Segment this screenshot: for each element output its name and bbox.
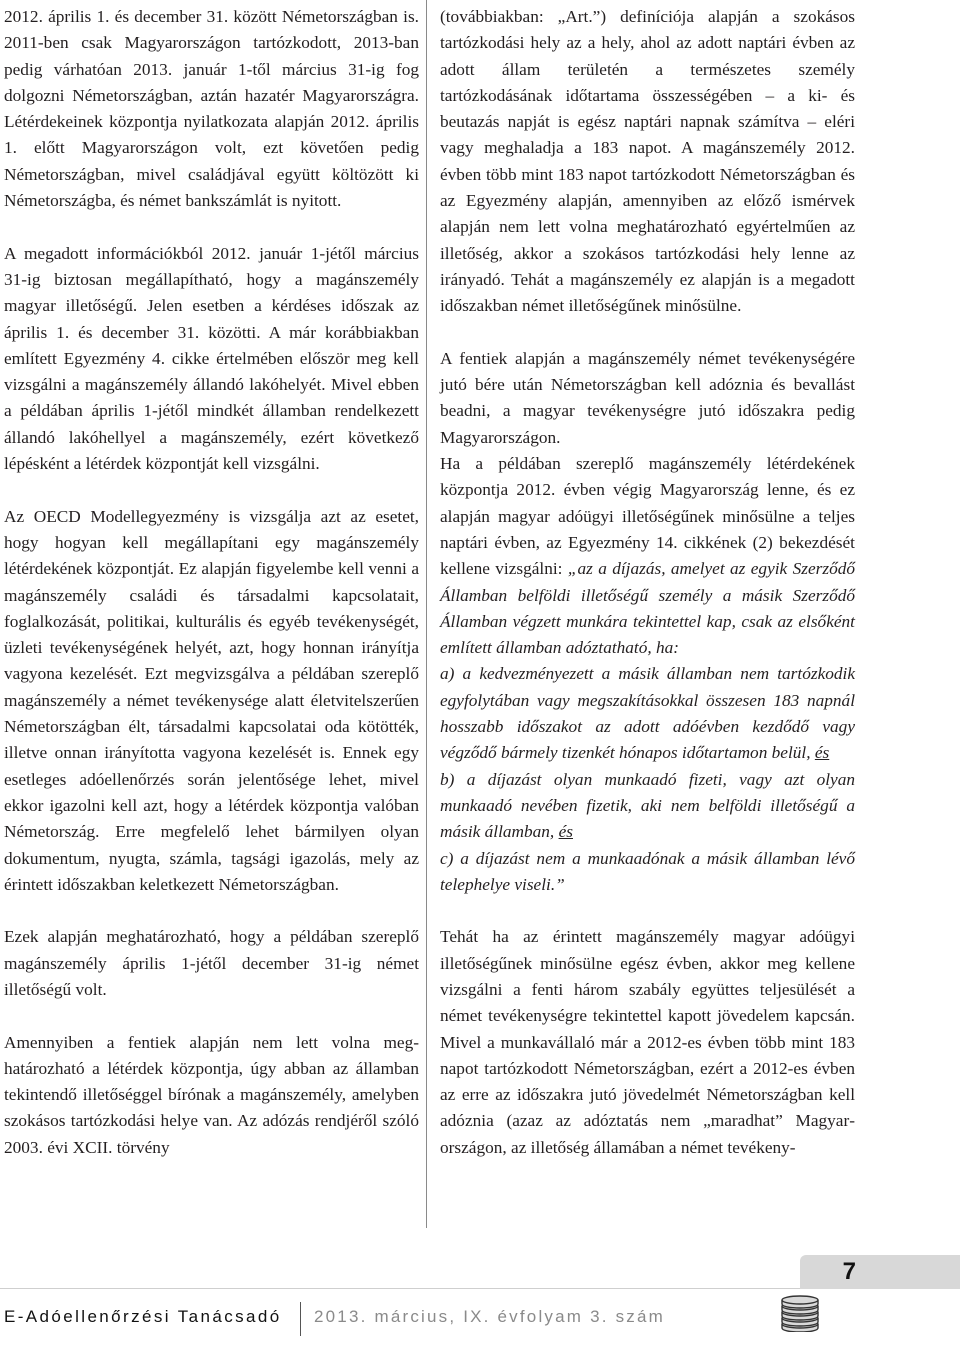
right-paragraph-2: A fentiek alapján a magánszemély német tevékenységére jutó bére után Németországban kell adóznia és bevallást beadni, a magyar tevékenységre jutó időszakra pedig Magyarországon. — [440, 348, 855, 447]
treaty-condition-b: b) a díjazást olyan munkaadó fizeti, vagy azt olyan munkaadó nevében fizetik, aki nem belföldi illetőségű a másik államban, és — [440, 769, 855, 842]
treaty-condition-c: c) a díjazást nem a munkaadónak a másik államban lévő telephelye viseli.” — [440, 848, 855, 894]
left-paragraph-4: Ezek alapján meghatározható, hogy a példában szereplő magánszemély április 1-jétől december 31-ig német illetőségű volt. — [4, 927, 419, 999]
footer-rule — [0, 1288, 800, 1289]
publication-title: E-Adóellenőrzési Tanácsadó — [4, 1307, 282, 1326]
issue-info: 2013. március, IX. évfolyam 3. szám — [314, 1307, 665, 1326]
coin-stack-icon — [778, 1286, 822, 1332]
footer-separator — [300, 1302, 301, 1336]
left-paragraph-5: Amennyiben a fentiek alapján nem lett volna meghatározható a létérdek központja, úgy abban az államban tekintendő illetőséggel bírónak a magánszemély, amelyben szokásos tartózkodási helye van. Az adózás rendjéről szóló 2003. évi XCII. törvény — [4, 1032, 419, 1157]
left-paragraph-1: 2012. április 1. és december 31. között Németországban is. 2011-ben csak Magyarországon tartózkodott, 2013-ban pedig várhatóan 2013. január 1-től március 31-ig fog dolgozni Németországban, aztán hazatér Magyarországra. Létérdekeinek központja nyilatkozata alapján 2012. április 1. előtt Magyarországon volt, ezt követően pedig Németországban, mivel családjával együtt költözött ki Németországba, és német bankszámlát is nyitott. — [4, 7, 419, 211]
right-paragraph-4: Tehát ha az érintett magánszemély magyar adóügyi illetőségűnek minősülne egész évben, akkor meg kellene vizsgálni a fenti három szabály együttes teljesülését a német tevékenységre tekintettel kapott jövedelem kapcsán. Mivel a munkavállaló már a 2012-es évben több mint 183 napot tartózkodott Németországban, ezért a 2012-es évben az erre az időszakra jutó jövedelmét Németországban kell adóznia (azaz az adóztatás nem „maradhat” Magyarországon, az illetőség államában a német tevékeny- — [440, 927, 855, 1157]
column-divider — [426, 0, 427, 1228]
page-number: 7 — [842, 1258, 856, 1285]
right-paragraph-3 — [440, 451, 855, 661]
right-paragraph-1: (továbbiakban: „Art.”) definíciója alapján a szokásos tartózkodási hely az a hely, ahol az adott naptári évben az adott állam területén a természetes személy tartózkodásának időtartama összességében – a ki- és beutazás napját is egész naptári napnak számítva – eléri vagy meghaladja a 183 napot. A magánszemély 2012. évben több mint 183 napot tartózkodott Németországban és az Egyezmény alapján, amennyiben az előző ismérvek alapján nem lett volna meghatározható egyértelműen az illetőség, akkor a szokásos tartózkodási hely lenne az irányadó. Tehát a magánszemély ez alapján is a megadott időszakban német illetőségűnek minősülne. — [440, 7, 855, 316]
treaty-and-1: és — [814, 743, 830, 763]
left-column — [4, 4, 419, 1161]
treaty-lead-text: Ha a példában szereplő magánszemély létérdekének központja 2012. évben végig Magyarország lenne, és ez alapján magyar adóügyi illetőségűnek minősülne a teljes naptári évben, az Egyezmény 14. cikkének (2) bekezdését kellene vizsgálni: — [440, 454, 855, 579]
treaty-quote-text: „az a díjazás, amelyet az egyik Szerződő Államban belföldi illetőségű személy a másik Szerződő Államban végzett munkára tekintettel kap, csak az elsőként említett államban adóztatható, ha: — [440, 559, 856, 658]
right-column — [440, 4, 855, 1161]
left-paragraph-3: Az OECD Modellegyezmény is vizsgálja azt az esetet, hogy hogyan kell megállapítani egy magánszemély létérdekének központját. Ez alapján figyelembe kell venni a magánszemély családi és társadalmi kapcsolatait, foglalkozását, politikai, kulturális és egyéb tevékenységét, üzleti tevékenységének helyét, azt, hogy honnan irányítja vagyona kezelését. Ezt megvizsgálva a példában szereplő magánszemély a német tevékenysége alatt életvitelszerűen Németországban élt, társadalmi kapcsolatai oda kötötték, illetve onnan irányította vagyona kezelését is. Ennek egy esetleges adóellenőrzés során jelentősége lehet, mivel ekkor igazolni kell azt, hogy a létérdek központja valóban Németország. Erre megfelelő lehet bármilyen olyan dokumentum, nyugta, számla, tagsági igazolás, mely az érintett időszakban keletkezett Németországban. — [4, 506, 419, 894]
treaty-and-2: és — [558, 822, 573, 842]
treaty-condition-a: a) a kedvezményezett a másik államban nem tartózkodik egyfolytában vagy megszakításokkal összesen 183 napnál hosszabb időszakot az adott adóévben kezdődő vagy végződő bármely tizenkét hónapos időtartamon belül, és — [440, 664, 855, 763]
left-paragraph-2: A megadott információkból 2012. január 1-jétől március 31-ig biztosan megállapítható, hogy a magánszemély magyar illetőségű. Jelen esetben a kérdéses időszak az április 1. és december 31. közötti. A már korábbiakban említett Egyezmény 4. cikke értelmében először meg kell vizsgálni a magánszemély állandó lakóhelyét. Mivel ebben a példában április 1-jétől mindkét államban rendelkezett állandó lakóhellyel a magánszemély, ezért következő lépésként a létérdek központját kell vizsgálni. — [4, 243, 419, 474]
